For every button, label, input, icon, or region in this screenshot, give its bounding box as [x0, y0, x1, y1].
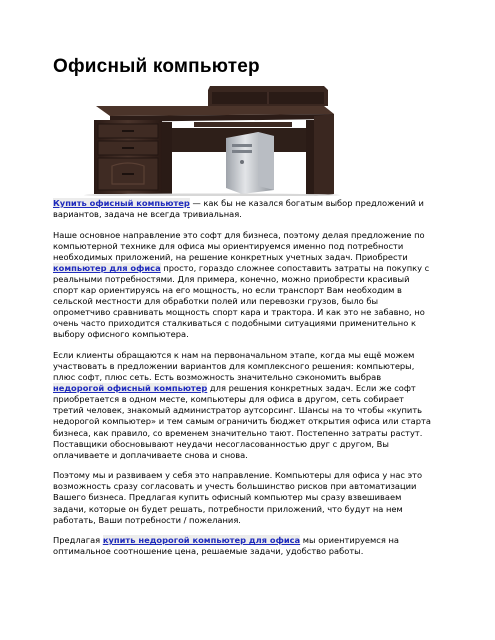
computer-desk-image	[62, 84, 392, 196]
link-buy-office-computer[interactable]: Купить офисный компьютер	[53, 198, 190, 208]
link-office-computer[interactable]: компьютер для офиса	[53, 262, 161, 273]
desk-top	[96, 106, 334, 122]
link-cheap-office-computer[interactable]: недорогой офисный компьютер	[53, 383, 208, 394]
page-title: Офисный компьютер	[53, 56, 260, 77]
paragraph-2	[53, 230, 433, 341]
paragraph-text: Наше основное направление это софт для бизнеса, поэтому делая предложение по компьютерной технике для офиса мы ориентируемся именно под потребности необходимых приложений, на решение конкретных учетных задач. Приобрести	[53, 229, 425, 262]
desk-side-panel	[306, 114, 334, 196]
paragraph-text: Если клиенты обращаются к нам на первоначальном этапе, когда мы ещё можем участвовать в предложении вариантов для комплексного решения: компьютеры, плюс софт, плюс сеть. Есть возможность значительно сэкономить выбрав	[53, 349, 415, 383]
keyboard-tray	[194, 122, 292, 127]
paragraph-5	[53, 535, 433, 557]
paragraph-3	[53, 350, 433, 461]
article-body	[53, 198, 433, 567]
pc-tower	[226, 132, 274, 194]
link-buy-cheap-office-computer[interactable]: купить недорогой компьютер для офиса	[102, 535, 301, 546]
paragraph-1	[53, 198, 433, 220]
paragraph-text: — как бы не казался богатым выбор предложений и вариантов, задача не всегда тривиальная.	[53, 198, 424, 220]
paragraph-text: для решения конкретных задач. Если же софт приобретается в одном месте, компьютеры для офиса в другом, сеть собирает третий человек, знакомый администратор аутсорсинг. Шансы на то чтобы «купить недорогой компьютер» и тем самым ограничить бюджет открытия офиса или старта бизнеса, как правило, со временем значительно тают. Постепенно затраты растут. Поставщики обосновывают неудачи несогласованностью друг с другом, Вы оплачиваете и доплачиваете снова и снова.	[53, 383, 431, 460]
paragraph-text: просто, гораздо сложнее сопоставить затраты на покупку с реальными потребностями. Для примера, конечно, можно приобрести красивый спорт кар ориентируясь на его мощность, но если транспорт Вам необходим в сельской местности для обработки полей или перевозки грузов, было бы опрометчиво сравнивать мощность спорт кара и трактора. И как это не забавно, но очень часто приходится сталкиваться с подобными ситуациями применительно к выбору офисного компьютера.	[53, 262, 430, 340]
drawer-pedestal	[94, 120, 172, 194]
paragraph-text: мы ориентируемся на оптимальное соотношение цена, решаемые задачи, удобство работы.	[53, 535, 399, 557]
paragraph-4	[53, 470, 433, 525]
desk-hutch	[208, 86, 328, 106]
paragraph-text: Предлагая	[53, 535, 103, 546]
paragraph-text: Поэтому мы и развиваем у себя это направление. Компьютеры для офиса у нас это возможность сразу согласовать и учесть большинство рисков при автоматизации Вашего бизнеса. Предлагая купить офисный компьютер мы сразу взвешиваем задачи, которые он будет решать, потребности приложений, что будут на нем работать, Ваши потребности / пожелания.	[53, 470, 423, 525]
